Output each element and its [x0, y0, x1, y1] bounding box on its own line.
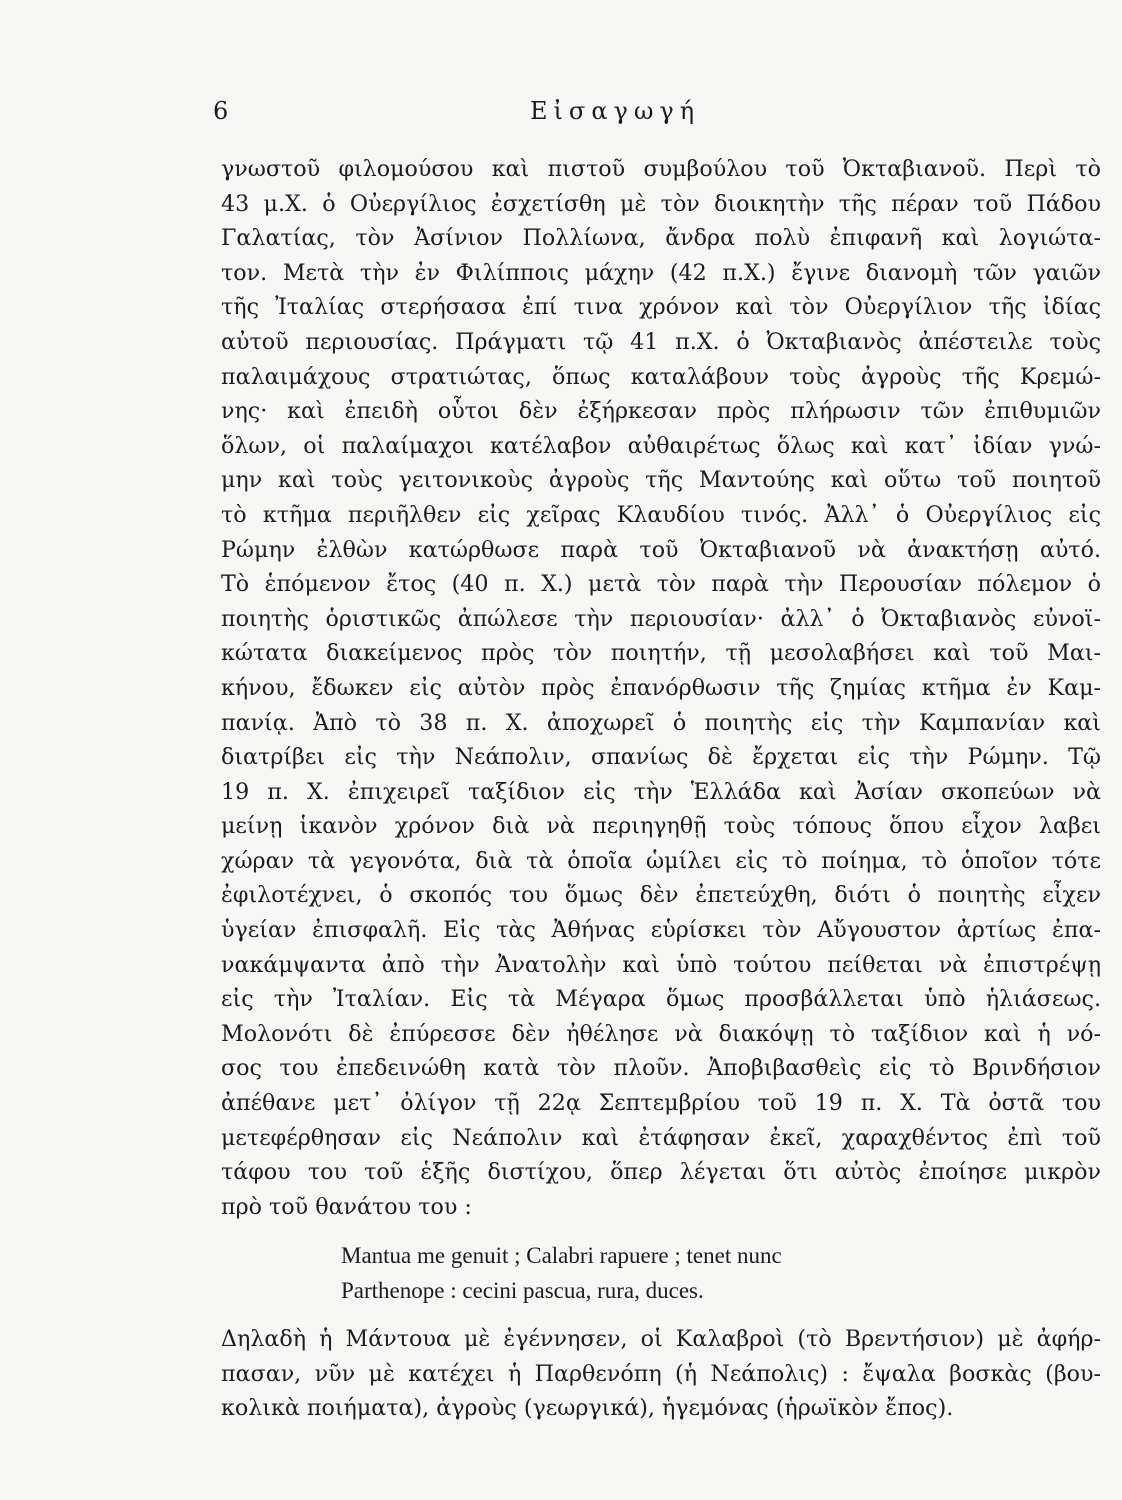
- text-line: Τὸ ἑπόμενον ἔτος (40 π. Χ.) μετὰ τὸν παρὰ τὴν Περουσίαν πόλεμον ὁ: [221, 571, 1101, 598]
- text-line: τῆς Ἰταλίας στερήσασα ἐπί τινα χρόνον καὶ τὸν Οὐεργίλιον τῆς ἰδίας: [221, 294, 1101, 321]
- text-line: ἀπέθανε μετ᾽ ὀλίγον τῇ 22ᾳ Σεπτεμβρίου τοῦ 19 π. Χ. Τὰ ὀστᾶ του: [221, 1090, 1101, 1117]
- text-line: πασαν, νῦν μὲ κατέχει ἡ Παρθενόπη (ἡ Νεάπολις) : ἔψαλα βοσκὰς (βου-: [221, 1360, 1101, 1387]
- text-line: 43 μ.Χ. ὁ Οὐεργίλιος ἐσχετίσθη μὲ τὸν διοικητὴν τῆς πέραν τοῦ Πάδου: [221, 190, 1101, 217]
- text-line: τάφου του τοῦ ἑξῆς διστίχου, ὅπερ λέγεται ὅτι αὐτὸς ἐποίησε μικρὸν: [221, 1159, 1101, 1186]
- text-line: γνωστοῦ φιλομούσου καὶ πιστοῦ συμβούλου τοῦ Ὀκταβιανοῦ. Περὶ τὸ: [221, 156, 1101, 182]
- text-line: ποιητὴς ὁριστικῶς ἀπώλεσε τὴν περιουσίαν· ἀλλ᾽ ὁ Ὀκταβιανὸς εὐνοϊ-: [221, 605, 1101, 632]
- text-line: κολικὰ ποιήματα), ἀγροὺς (γεωργικά), ἡγεμόνας (ἡρωϊκὸν ἔπος).: [221, 1395, 954, 1422]
- text-line: Γαλατίας, τὸν Ἀσίνιον Πολλίωνα, ἄνδρα πολὺ ἐπιφανῆ καὶ λογιώτα-: [221, 225, 1101, 252]
- text-line: τὸ κτῆμα περιῆλθεν εἰς χεῖρας Κλαυδίου τινός. Ἀλλ᾽ ὁ Οὐεργίλιος εἰς: [221, 501, 1101, 528]
- text-line: Ρώμην ἐλθὼν κατώρθωσε παρὰ τοῦ Ὀκταβιανοῦ νὰ ἀνακτήσῃ αὐτό.: [221, 536, 1101, 563]
- text-line: νης· καὶ ἐπειδὴ οὗτοι δὲν ἐξήρκεσαν πρὸς πλήρωσιν τῶν ἐπιθυμιῶν: [221, 398, 1101, 425]
- body-paragraph: [221, 152, 1101, 1224]
- page-number: 6: [213, 97, 229, 125]
- text-line: πρὸ τοῦ θανάτου του :: [221, 1193, 472, 1220]
- text-line: μείνῃ ἱκανὸν χρόνον διὰ νὰ περιηγηθῇ τοὺς τόπους ὅπου εἶχον λαβει: [221, 813, 1101, 840]
- text-line: αὐτοῦ περιουσίας. Πράγματι τῷ 41 π.Χ. ὁ Ὀκταβιανὸς ἀπέστειλε τοὺς: [221, 328, 1101, 355]
- text-line: Μολονότι δὲ ἐπύρεσσε δὲν ἠθέλησε νὰ διακόψῃ τὸ ταξίδιον καὶ ἡ νό-: [221, 1020, 1101, 1047]
- verse-line: Mantua me genuit ; Calabri rapuere ; tenet nunc: [341, 1243, 782, 1268]
- verse-line: Parthenope : cecini pascua, rura, duces.: [341, 1278, 704, 1303]
- text-line: ὑγείαν ἐπισφαλῆ. Εἰς τὰς Ἀθήνας εὑρίσκει τὸν Αὔγουστον ἀρτίως ἐπα-: [221, 917, 1101, 944]
- text-line: κήνου, ἔδωκεν εἰς αὐτὸν πρὸς ἐπανόρθωσιν τῆς ζημίας κτῆμα ἐν Καμ-: [221, 674, 1101, 701]
- text-line: τον. Μετὰ τὴν ἐν Φιλίπποις μάχην (42 π.Χ.) ἔγινε διανομὴ τῶν γαιῶν: [221, 259, 1101, 286]
- text-line: διατρίβει εἰς τὴν Νεάπολιν, σπανίως δὲ ἔρχεται εἰς τὴν Ρώμην. Τῷ: [221, 744, 1101, 771]
- text-line: σος του ἐπεδεινώθη κατὰ τὸν πλοῦν. Ἀποβιβασθεὶς εἰς τὸ Βρινδήσιον: [221, 1055, 1101, 1082]
- text-line: εἰς τὴν Ἰταλίαν. Εἰς τὰ Μέγαρα ὅμως προσβάλλεται ὑπὸ ἡλιάσεως.: [221, 986, 1101, 1013]
- text-line: χώραν τὰ γεγονότα, διὰ τὰ ὁποῖα ὡμίλει εἰς τὸ ποίημα, τὸ ὁποῖον τότε: [221, 847, 1101, 874]
- text-line: ἐφιλοτέχνει, ὁ σκοπός του ὅμως δὲν ἐπετεύχθη, διότι ὁ ποιητὴς εἶχεν: [221, 882, 1101, 909]
- text-line: νακάμψαντα ἀπὸ τὴν Ἀνατολὴν καὶ ὑπὸ τούτου πείθεται νὰ ἐπιστρέψῃ: [221, 951, 1101, 978]
- text-line: μην καὶ τοὺς γειτονικοὺς ἀγροὺς τῆς Μαντούης καὶ οὕτω τοῦ ποιητοῦ: [221, 467, 1101, 494]
- text-line: κώτατα διακείμενος πρὸς τὸν ποιητήν, τῇ μεσολαβήσει καὶ τοῦ Μαι-: [221, 640, 1101, 667]
- text-line: πανίᾳ. Ἀπὸ τὸ 38 π. Χ. ἀποχωρεῖ ὁ ποιητὴς εἰς τὴν Καμπανίαν καὶ: [221, 709, 1101, 736]
- text-line: παλαιμάχους στρατιώτας, ὅπως καταλάβουν τοὺς ἀγροὺς τῆς Κρεμώ-: [221, 363, 1101, 390]
- text-line: Δηλαδὴ ἡ Μάντουα μὲ ἐγέννησεν, οἱ Καλαβροὶ (τὸ Βρεντήσιον) μὲ ἀφήρ-: [221, 1326, 1101, 1352]
- epitaph-verse: [341, 1238, 782, 1308]
- translation-paragraph: [221, 1322, 1101, 1426]
- text-line: μετεφέρθησαν εἰς Νεάπολιν καὶ ἐτάφησαν ἐκεῖ, χαραχθέντος ἐπὶ τοῦ: [221, 1124, 1101, 1151]
- text-line: ὅλων, οἱ παλαίμαχοι κατέλαβον αὐθαιρέτως ὅλως καὶ κατ᾽ ἰδίαν γνώ-: [221, 432, 1101, 459]
- running-head: Εἰσαγωγή: [530, 97, 701, 125]
- text-line: 19 π. Χ. ἐπιχειρεῖ ταξίδιον εἰς τὴν Ἑλλάδα καὶ Ἀσίαν σκοπεύων νὰ: [221, 778, 1101, 805]
